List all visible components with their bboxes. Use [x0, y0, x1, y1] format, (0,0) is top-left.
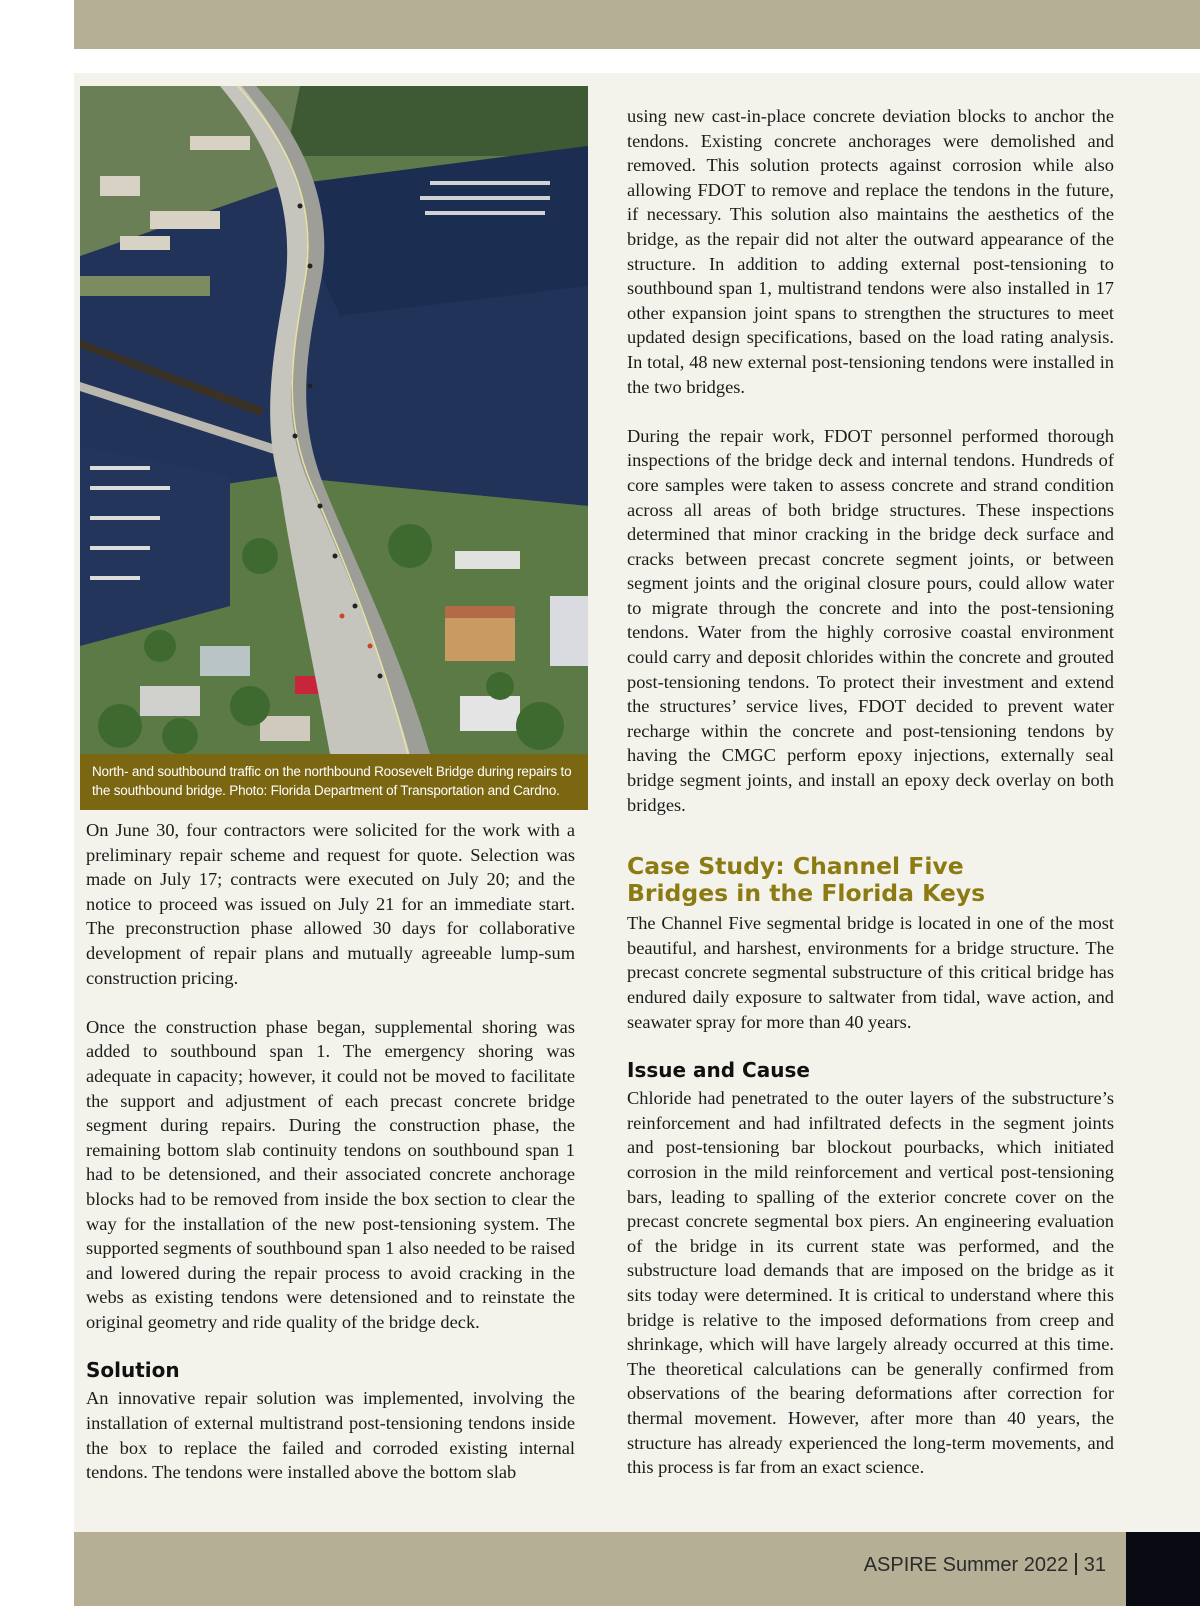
publication-name: ASPIRE Summer 2022: [863, 1554, 1069, 1576]
page-folio: [864, 1553, 1106, 1577]
case-study-heading-line1: Case Study: Channel Five: [627, 852, 964, 881]
folio-divider: [1075, 1553, 1077, 1575]
body-paragraph: During the repair work, FDOT personnel performed thorough inspections of the bridge deck and internal tendons. Hundreds of core samples were taken to assess concrete and strand condition across all areas of both bridge structures. These inspections determined that minor cracking in the bridge deck surface and cracks between precast concrete segment joints, or between segment joints and the original closure pours, could allow water to migrate through the concrete and into the post-tensioning tendons. Water from the highly corrosive coastal environment could carry and deposit chlorides within the concrete and grouted post-tensioning tendons. To protect their investment and extend the structures’ service lives, FDOT decided to prevent water recharge within the concrete and post-tensioning tendons by having the CMGC perform epoxy injections, externally seal bridge segment joints, and install an epoxy deck overlay on both bridges.: [627, 425, 1114, 815]
body-paragraph: The Channel Five segmental bridge is located in one of the most beautiful, and harshest, environments for a bridge structure. The precast concrete segmental substructure of this critical bridge has endured daily exposure to saltwater from tidal, wave action, and seawater spray for more than 40 years.: [627, 913, 1114, 1032]
section-heading-issue: Issue and Cause: [627, 1058, 810, 1083]
left-column: [86, 818, 575, 1485]
body-paragraph: On June 30, four contractors were solicited for the work with a preliminary repair scheme and request for quote. Selection was made on July 17; contracts were executed on July 20; and the notice to proceed was issued on July 21 for an immediate start. The preconstruction phase allowed 30 days for collaborative development of repair plans and mutually agreeable lump-sum construction pricing.: [86, 820, 575, 988]
photo-caption: North- and southbound traffic on the northbound Roosevelt Bridge during repairs to the southbound bridge. Photo: Florida Department of Transportation and Cardno.: [92, 764, 572, 798]
header-band: [74, 0, 1200, 49]
page-number: 31: [1083, 1554, 1106, 1576]
body-paragraph: using new cast-in-place concrete deviation blocks to anchor the tendons. Existing concrete anchorages were demolished and removed. This solution protects against corrosion while also allowing FDOT to remove and replace the tendons in the future, if necessary. This solution also maintains the aesthetics of the bridge, as the repair did not alter the outward appearance of the structure. In addition to adding external post-tensioning to southbound span 1, multistrand tendons were also installed in 17 other expansion joint spans to strengthen the structures to meet updated design specifications, based on the load rating analysis. In total, 48 new external post-tensioning tendons were installed in the two bridges.: [627, 106, 1114, 397]
body-paragraph: Chloride had penetrated to the outer layers of the substructure’s reinforcement and had infiltrated defects in the segment joints and post-tensioning bar blockout pourbacks, which initiated corrosion in the mild reinforcement and vertical post-tensioning bars, leading to spalling of the exterior concrete cover on the precast concrete segmental box piers. An engineering evaluation of the bridge in its current state was performed, and the substructure load demands that are imposed on the bridge as it sits today were determined. It is critical to understand where this bridge is relative to the imposed deformations from creep and shrinkage, which will have largely already occurred at this time. The theoretical calculations can be generally confirmed from observations of the bearing deformations after correction for thermal movement. However, after more than 40 years, the structure has already experienced the long-term movements, and this process is far from an exact science.: [627, 1088, 1114, 1478]
body-paragraph: Once the construction phase began, supplemental shoring was added to southbound span 1. The emergency shoring was adequate in capacity; however, it could not be moved to facilitate the support and adjustment of each precast concrete bridge segment during repairs. During the construction phase, the remaining bottom slab continuity tendons on southbound span 1 had to be detensioned, and their associated concrete anchorage blocks had to be removed from inside the box section to clear the way for the installation of the new post-tensioning system. The supported segments of southbound span 1 also needed to be raised and lowered during the repair process to avoid cracking in the webs as existing tendons were detensioned and to reinstate the original geometry and ride quality of the bridge deck.: [86, 1016, 575, 1332]
section-heading-solution: Solution: [86, 1358, 180, 1383]
case-study-heading-line2: Bridges in the Florida Keys: [627, 879, 986, 908]
figure: [80, 86, 588, 810]
footer-corner-block: [1126, 1532, 1200, 1606]
right-column: [627, 104, 1114, 1480]
aerial-bridge-photo: [80, 86, 588, 754]
case-study-heading: [627, 853, 1114, 907]
body-paragraph: An innovative repair solution was implemented, involving the installation of external multistrand post-tensioning tendons inside the box to replace the failed and corroded existing internal tendons. The tendons were installed above the bottom slab: [86, 1388, 575, 1483]
